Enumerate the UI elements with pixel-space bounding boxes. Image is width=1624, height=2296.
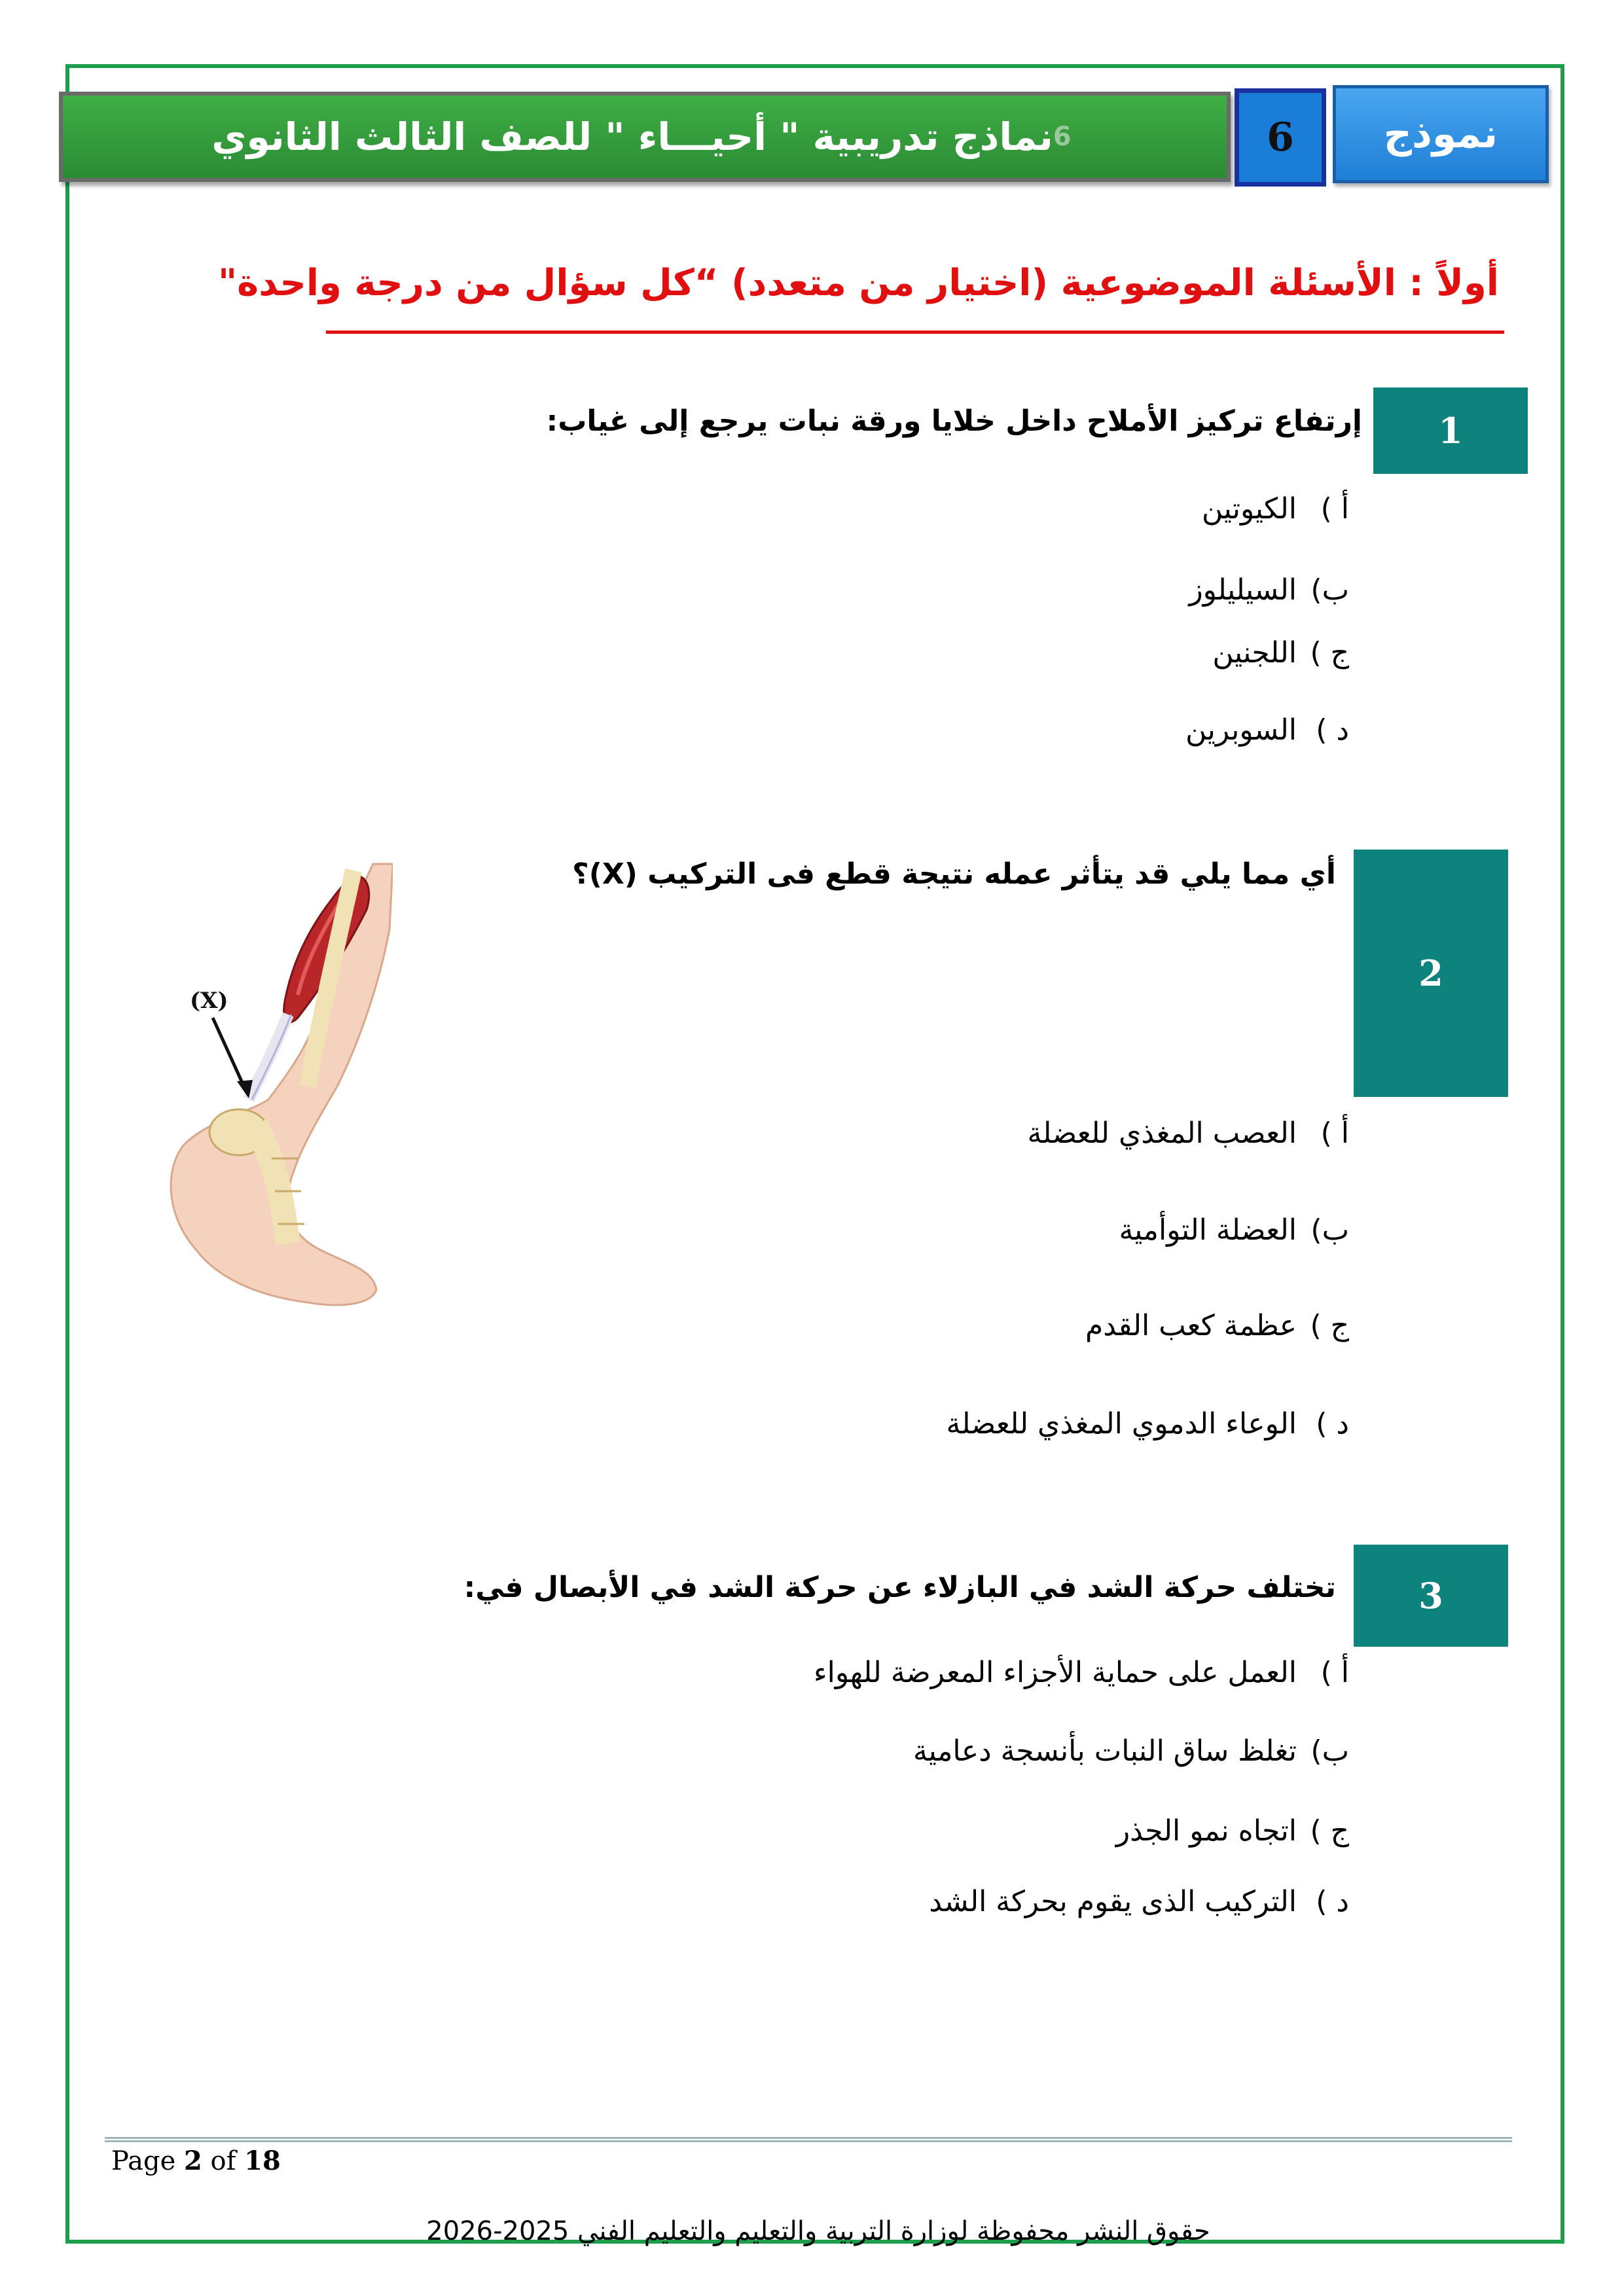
option-text: الوعاء الدموي المغذي للعضلة bbox=[946, 1407, 1297, 1441]
option-text: اللجنين bbox=[1212, 636, 1297, 670]
option bbox=[1185, 713, 1349, 747]
option-text: السيليلوز bbox=[1189, 573, 1297, 607]
question-number: 2 bbox=[1418, 952, 1443, 994]
option-label: أ ) bbox=[1320, 1656, 1349, 1689]
option-label: ج ) bbox=[1310, 1309, 1349, 1342]
option bbox=[1212, 636, 1349, 670]
option-label: ب) bbox=[1310, 1734, 1349, 1768]
option-text: التركيب الذى يقوم بحركة الشد bbox=[929, 1885, 1297, 1918]
page-of: of bbox=[210, 2146, 236, 2176]
section-title: أولاً : الأسئلة الموضوعية (اختيار من متعدد) “كل سؤال من درجة واحدة" bbox=[217, 262, 1499, 304]
option bbox=[929, 1885, 1349, 1918]
option-text: العمل على حماية الأجزاء المعرضة للهواء bbox=[813, 1656, 1297, 1689]
copyright-notice: حقوق النشر محفوظة لوزارة التربية والتعليم والتعليم الفني 2025-2026 bbox=[426, 2216, 1210, 2246]
model-number: 6 bbox=[1267, 115, 1294, 160]
option-text: العضلة التوأمية bbox=[1119, 1213, 1297, 1247]
question-number-box bbox=[1354, 1545, 1508, 1647]
option bbox=[1189, 573, 1349, 607]
question-text: أي مما يلي قد يتأثر عمله نتيجة قطع فى التركيب (X)؟ bbox=[572, 857, 1336, 891]
option-label: أ ) bbox=[1320, 492, 1349, 526]
option bbox=[1119, 1213, 1349, 1247]
option-text: السوبرين bbox=[1185, 713, 1297, 747]
option-text: عظمة كعب القدم bbox=[1085, 1309, 1297, 1342]
option-text: تغلظ ساق النبات بأنسجة دعامية bbox=[912, 1734, 1297, 1768]
section-title-underline bbox=[326, 331, 1504, 334]
option bbox=[1116, 1814, 1349, 1848]
question-text: تختلف حركة الشد في البازلاء عن حركة الشد في الأبصال في: bbox=[463, 1571, 1336, 1604]
option-label: د ) bbox=[1316, 1885, 1349, 1918]
header-title-suffix: 6 bbox=[1053, 122, 1072, 152]
option bbox=[947, 1407, 1349, 1441]
model-label: نموذج bbox=[1383, 111, 1498, 157]
option-label: ج ) bbox=[1310, 636, 1349, 670]
header-title-bar bbox=[59, 92, 1231, 182]
model-label-box bbox=[1333, 85, 1549, 183]
page-current: 2 bbox=[183, 2145, 202, 2176]
option-label: ب) bbox=[1310, 1213, 1349, 1247]
leg-muscle-illustration bbox=[157, 851, 393, 1309]
option-label: د ) bbox=[1316, 713, 1349, 747]
option bbox=[1027, 1117, 1349, 1150]
model-number-box bbox=[1235, 88, 1326, 187]
page-number bbox=[111, 2145, 281, 2176]
option-label: د ) bbox=[1316, 1407, 1349, 1441]
option-label: ب) bbox=[1310, 573, 1349, 607]
question-number: 1 bbox=[1438, 410, 1463, 452]
question-number-box bbox=[1354, 850, 1508, 1097]
footer-rule bbox=[105, 2137, 1512, 2142]
option bbox=[1202, 492, 1349, 526]
option-label: أ ) bbox=[1320, 1117, 1349, 1150]
question-number-box bbox=[1373, 387, 1528, 474]
option-text: العصب المغذي للعضلة bbox=[1027, 1117, 1297, 1150]
option bbox=[814, 1656, 1349, 1689]
page-total: 18 bbox=[244, 2145, 281, 2176]
option-text: اتجاه نمو الجذر bbox=[1115, 1814, 1297, 1848]
question-number: 3 bbox=[1418, 1575, 1443, 1617]
page-prefix: Page bbox=[111, 2146, 176, 2176]
option bbox=[913, 1734, 1349, 1768]
header-title: نماذج تدريبية " أحيـــاء " للصف الثالث الثانوي bbox=[211, 115, 1053, 159]
option bbox=[1085, 1309, 1349, 1342]
question-text: إرتفاع تركيز الأملاح داخل خلايا ورقة نبات يرجع إلى غياب: bbox=[546, 404, 1362, 438]
option-label: ج ) bbox=[1310, 1814, 1349, 1848]
option-text: الكيوتين bbox=[1202, 492, 1297, 526]
svg-text:(X): (X) bbox=[190, 988, 228, 1014]
